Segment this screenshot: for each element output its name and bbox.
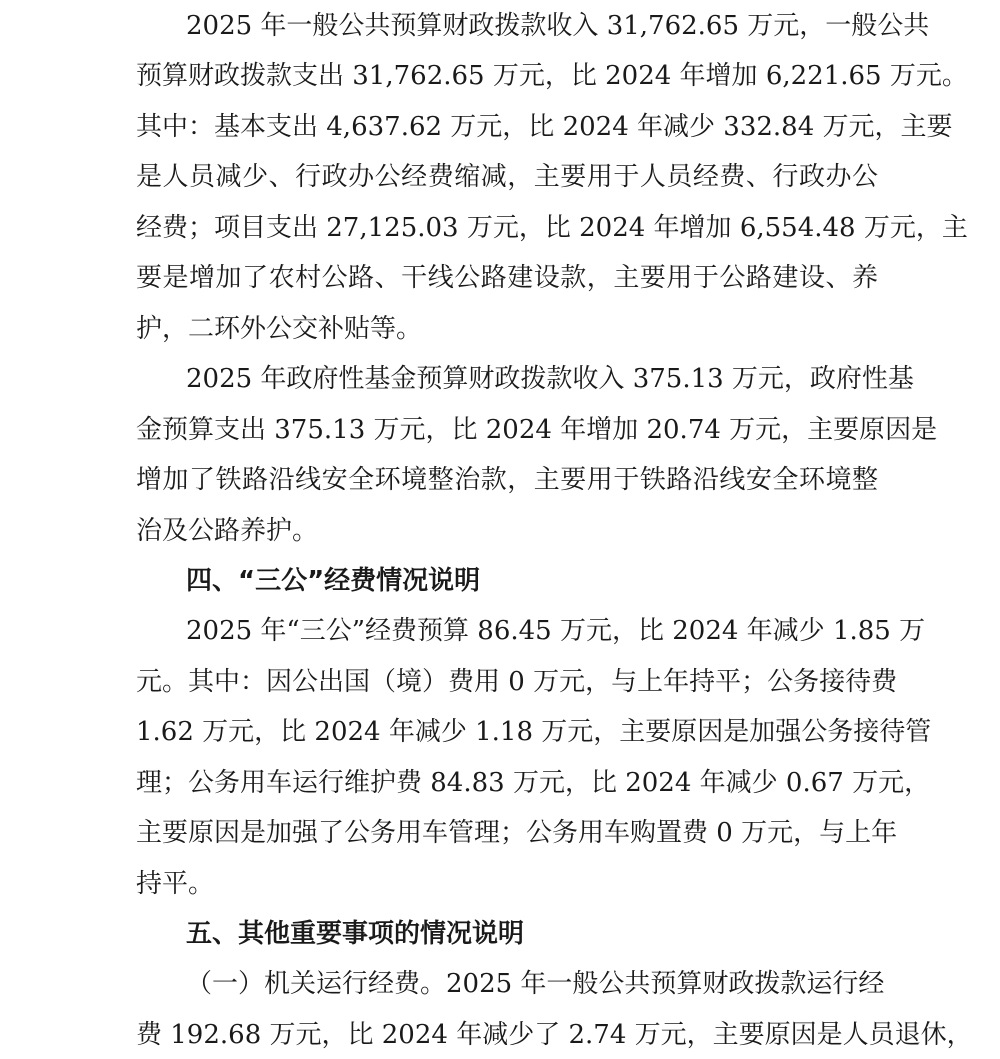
paragraph-line: 治及公路养护。 [136, 516, 319, 546]
paragraph-line: 费 192.68 万元，比 2024 年减少了 2.74 万元，主要原因是人员退休， [136, 1020, 973, 1050]
paragraph-line: 经费；项目支出 27,125.03 万元，比 2024 年增加 6,554.48 万元，主 [136, 213, 968, 243]
section-heading: 五、其他重要事项的情况说明 [186, 919, 525, 949]
section-heading: 四、“三公”经费情况说明 [186, 566, 481, 596]
paragraph-line: 是人员减少、行政办公经费缩减，主要用于人员经费、行政办公 [136, 162, 878, 192]
paragraph-line: 增加了铁路沿线安全环境整治款，主要用于铁路沿线安全环境整 [136, 465, 878, 495]
paragraph-line: 持平。 [136, 869, 215, 899]
paragraph-line: 其中：基本支出 4,637.62 万元，比 2024 年减少 332.84 万元，主要 [136, 112, 953, 142]
paragraph-line: 预算财政拨款支出 31,762.65 万元，比 2024 年增加 6,221.65 万元。 [136, 61, 968, 91]
paragraph-line: 2025 年“三公”经费预算 86.45 万元，比 2024 年减少 1.85 万 [186, 616, 926, 646]
paragraph-line: 要是增加了农村公路、干线公路建设款，主要用于公路建设、养 [136, 263, 878, 293]
paragraph-line: （一）机关运行经费。2025 年一般公共预算财政拨款运行经 [186, 969, 885, 999]
paragraph-line: 主要原因是加强了公务用车管理；公务用车购置费 0 万元，与上年 [136, 818, 898, 848]
paragraph-line: 2025 年政府性基金预算财政拨款收入 375.13 万元，政府性基 [186, 364, 914, 394]
paragraph-line: 理；公务用车运行维护费 84.83 万元，比 2024 年减少 0.67 万元， [136, 768, 931, 798]
paragraph-line: 金预算支出 375.13 万元，比 2024 年增加 20.74 万元，主要原因是 [136, 415, 938, 445]
paragraph-line: 2025 年一般公共预算财政拨款收入 31,762.65 万元，一般公共 [186, 11, 930, 41]
paragraph-line: 1.62 万元，比 2024 年减少 1.18 万元，主要原因是加强公务接待管 [136, 717, 932, 747]
paragraph-line: 护，二环外公交补贴等。 [136, 314, 423, 344]
paragraph-line: 元。其中：因公出国（境）费用 0 万元，与上年持平；公务接待费 [136, 667, 898, 697]
